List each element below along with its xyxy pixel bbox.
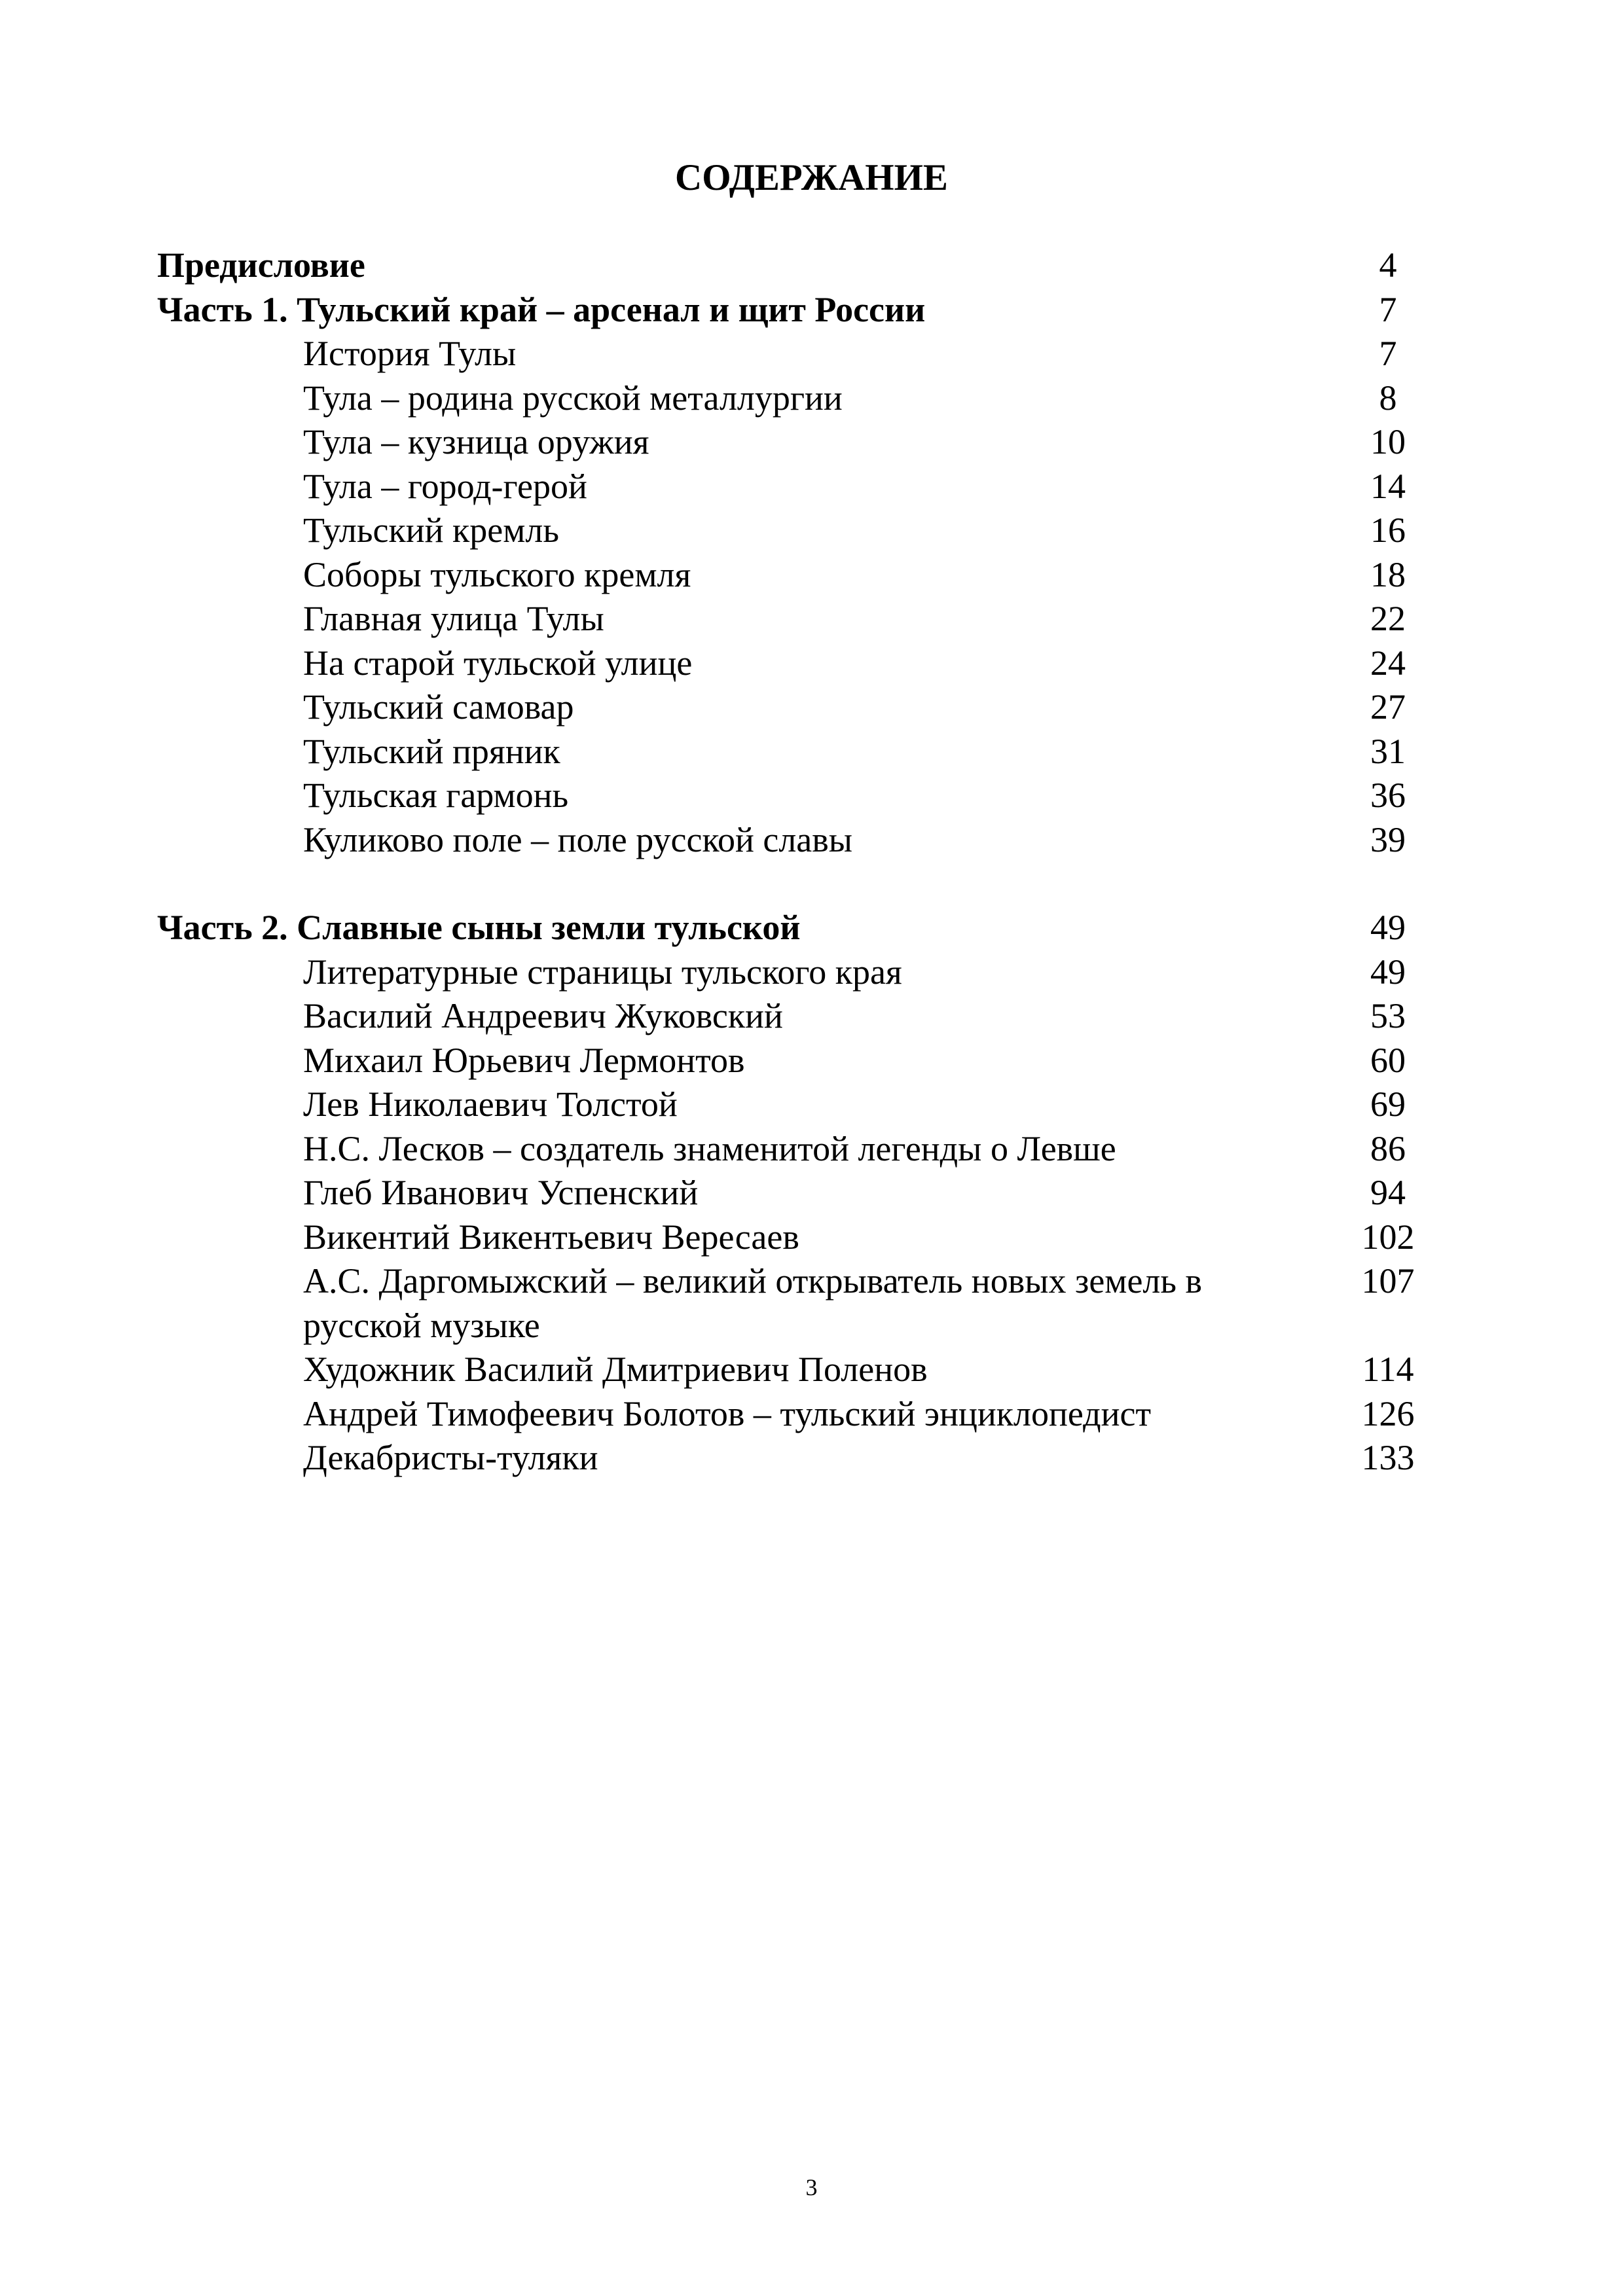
toc-entry-page: 18 [1370,554,1406,594]
toc-entry-page: 86 [1370,1128,1406,1168]
toc-entry [0,1259,1623,1348]
toc-entry-title: Предисловие [157,245,365,285]
toc-entry-page: 53 [1370,996,1406,1035]
toc-entry-title: Тульский пряник [303,731,560,771]
toc-entry-page: 8 [1379,378,1397,418]
toc-entry-page: 31 [1370,731,1406,771]
toc-entry-page: 36 [1370,776,1406,815]
toc-entry [0,641,1623,686]
toc-entry-page: 39 [1370,819,1406,859]
toc-entry [0,774,1623,818]
toc-entry-title: Тула – город-герой [303,466,587,506]
toc-entry [0,730,1623,774]
toc-entry-title: Тульский кремль [303,511,559,550]
toc-entry [0,1392,1623,1437]
toc-entry-title: Андрей Тимофеевич Болотов – тульский энциклопедист [303,1393,1152,1433]
toc-entry [0,465,1623,509]
toc-entry-page: 107 [1361,1261,1415,1300]
toc-entry-title: Куликово поле – поле русской славы [303,819,853,859]
toc-entry-title: Лев Николаевич Толстой [303,1085,678,1124]
page-number: 3 [805,2174,818,2200]
toc-entry-title: Тула – кузница оружия [303,422,649,461]
toc-entry-page: 24 [1370,643,1406,683]
toc-entry [0,509,1623,553]
toc-entry-page: 114 [1362,1350,1414,1389]
toc-entry [0,376,1623,421]
toc-entry [0,1436,1623,1480]
toc-entry-title: Викентий Викентьевич Вересаев [303,1217,799,1257]
toc-entry [0,332,1623,376]
toc-entry [0,818,1623,863]
toc-entry [0,685,1623,730]
toc-entry [0,553,1623,598]
toc-entry [0,1127,1623,1172]
toc-entry-title: А.С. Даргомыжский – великий открыватель новых земель в русской музыке [303,1261,1202,1345]
page-title: СОДЕРЖАНИЕ [675,157,948,198]
toc-entry-page: 126 [1361,1393,1415,1433]
toc-entry-page: 22 [1370,599,1406,638]
toc-entry-title: Михаил Юрьевич Лермонтов [303,1040,745,1080]
toc-entry-part-2 [0,906,1623,950]
toc-entry [0,1039,1623,1083]
toc-entry-title: Тульский самовар [303,687,574,726]
toc-entry [0,597,1623,641]
toc-entry-title: Художник Василий Дмитриевич Поленов [303,1350,928,1389]
toc-entry-title: Василий Андреевич Жуковский [303,996,783,1035]
toc-entry-page: 49 [1370,908,1406,947]
toc-entry [0,1083,1623,1127]
toc-entry-part-1 [0,288,1623,332]
toc-entry-preface [0,243,1623,288]
toc-entry-page: 14 [1370,466,1406,506]
toc-entry [0,1215,1623,1260]
toc-entry-title: История Тулы [303,334,517,373]
toc-entry-page: 27 [1370,687,1406,726]
toc-entry-title: Литературные страницы тульского края [303,952,902,992]
toc-entry-page: 7 [1379,289,1397,329]
toc-entry-title: На старой тульской улице [303,643,693,683]
toc-entry [0,1348,1623,1392]
toc-entry-title: Тула – родина русской металлургии [303,378,843,418]
toc-entry-page: 10 [1370,422,1406,461]
toc-entry-title: Часть 1. Тульский край – арсенал и щит России [157,289,926,329]
toc-entry-page: 49 [1370,952,1406,992]
toc-entry-title: Соборы тульского кремля [303,554,691,594]
table-of-contents [0,243,1623,1480]
toc-entry-page: 102 [1361,1217,1415,1257]
toc-entry [0,1171,1623,1215]
toc-entry-title: Н.С. Лесков – создатель знаменитой легенды о Левше [303,1128,1116,1168]
toc-entry-title: Часть 2. Славные сыны земли тульской [157,908,801,947]
toc-entry-page: 133 [1361,1438,1415,1477]
toc-entry-title: Глеб Иванович Успенский [303,1173,699,1212]
toc-entry-page: 94 [1370,1173,1406,1212]
toc-entry-page: 69 [1370,1085,1406,1124]
toc-entry-title: Декабристы-туляки [303,1438,598,1477]
toc-entry [0,994,1623,1039]
toc-entry-page: 60 [1370,1040,1406,1080]
toc-entry-title: Главная улица Тулы [303,599,604,638]
toc-entry-page: 4 [1379,245,1397,285]
toc-entry-page: 16 [1370,511,1406,550]
toc-entry-title: Тульская гармонь [303,776,569,815]
toc-entry [0,420,1623,465]
toc-entry [0,950,1623,995]
toc-entry-page: 7 [1379,334,1397,373]
